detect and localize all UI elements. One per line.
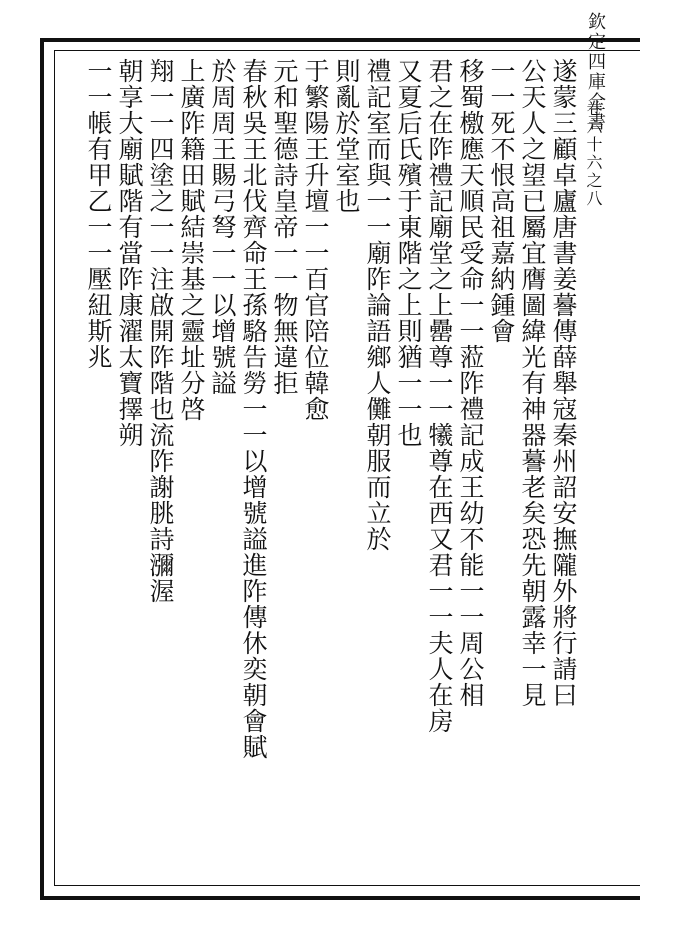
text-column: 翔一一四塗之一一注啟開阼階也流阼謝朓詩瀰渥: [146, 58, 175, 604]
text-column: 朝享大廟賦階有當阼康濯太寶擇朔: [115, 58, 144, 448]
volume-label: 卷六十六之八: [584, 100, 603, 208]
text-column: 君之在阼禮記廟堂之上罍尊一一犧尊在西又君一一夫人在房: [425, 58, 454, 734]
text-column: 於周周王賜弓弩一一以增號謚: [208, 58, 237, 396]
text-column: 遂蒙三顧卓廬唐書姜謩傳薛舉寇秦州詔安撫隴外將行請曰: [549, 58, 578, 708]
text-column: 公天人之望已屬宜膺圖緯光有神器謩老矣恐先朝露幸一見: [518, 58, 547, 708]
text-column: 春秋吳王北伐齊命王孫駱告勞一一以增號謚進阼傳休奕朝會賦: [239, 58, 268, 760]
text-column: 移蜀檄應天順民受命一一蒞阼禮記成王幼不能一一周公相: [456, 58, 485, 708]
text-column: 上廣阼籍田賦結崇基之靈址分啓: [177, 58, 206, 422]
text-column: 則亂於堂室也: [332, 58, 361, 214]
text-column: 禮記室而與一一廟阼論語鄉人儺朝服而立於: [363, 58, 392, 552]
text-column: 元和聖德詩皇帝一一物無違拒: [270, 58, 299, 396]
text-column: 于繁陽王升壇一一百官陪位韓愈: [301, 58, 330, 422]
margin-title: 欽定四庫全書: [585, 12, 606, 132]
text-column: 又夏后氏殯于東階之上則猶一一也: [394, 58, 423, 448]
text-column: 一一死不恨高祖嘉納鍾會: [487, 58, 516, 344]
text-column: 一一帳有甲乙一一壓紐斯兆: [84, 58, 113, 370]
